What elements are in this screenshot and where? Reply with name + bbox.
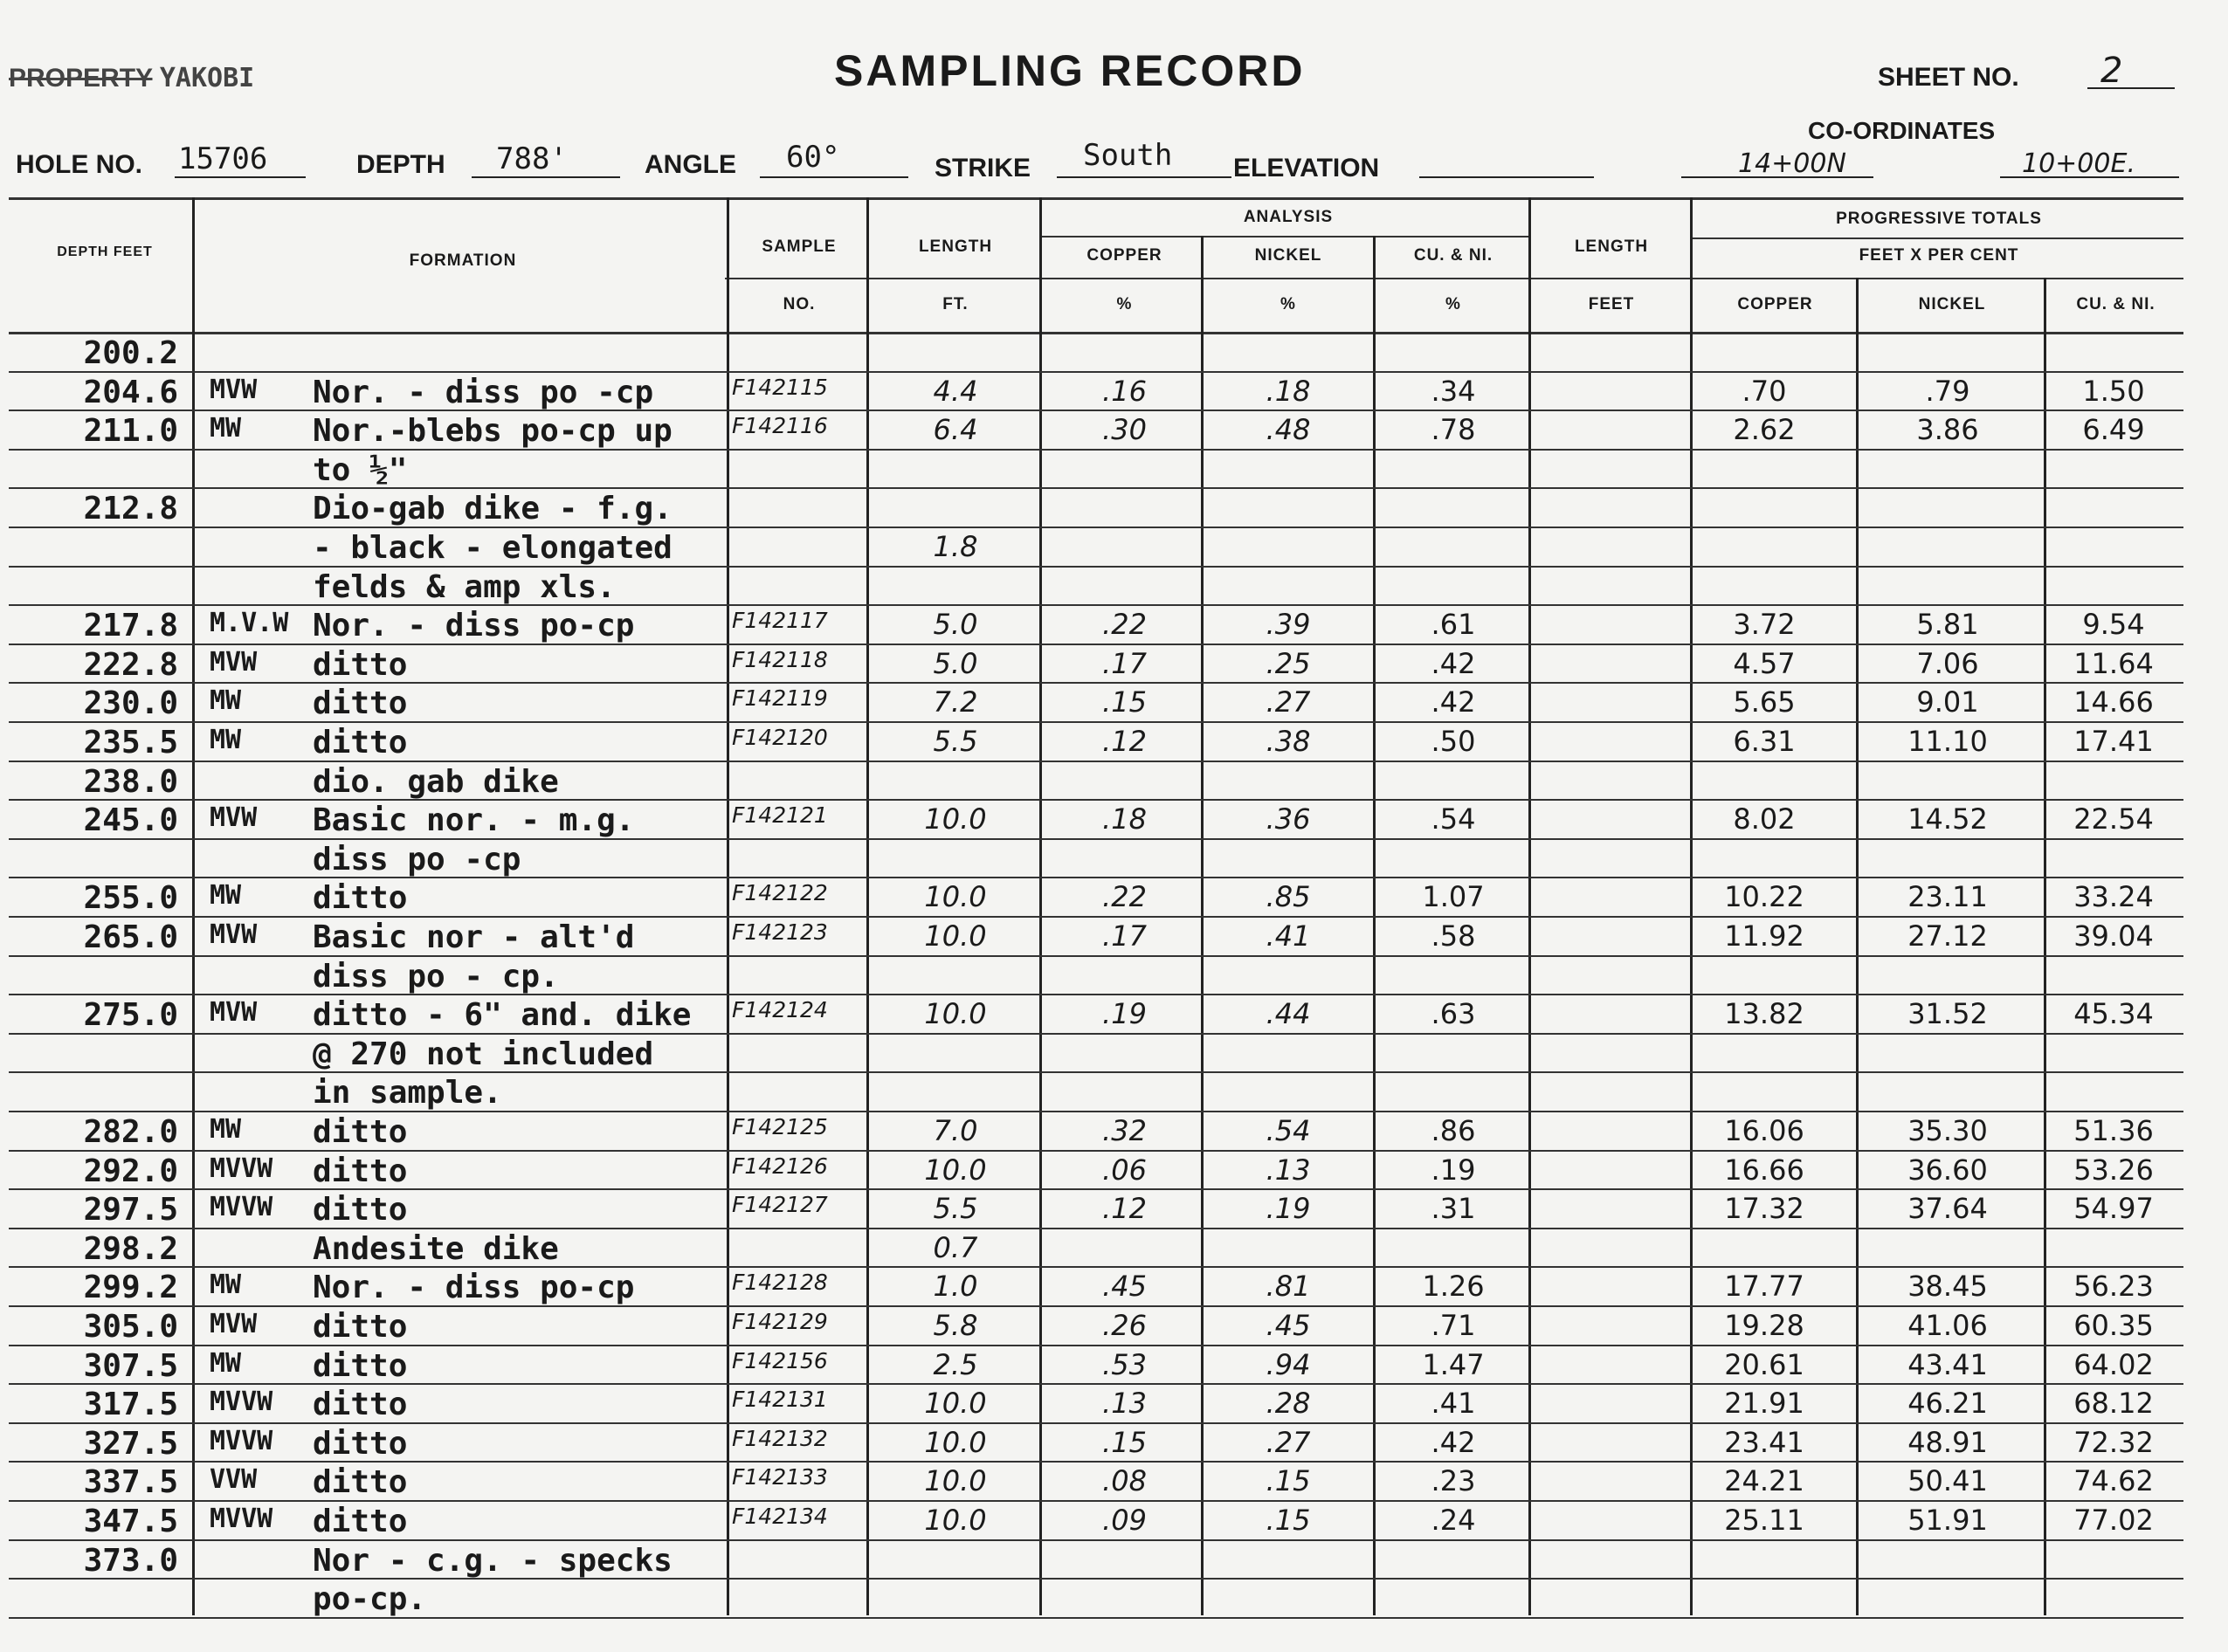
cell-length: 10.0 [924,880,987,914]
depth-label: DEPTH [356,150,445,179]
cell-pni: 46.21 [1907,1387,1988,1421]
cell-length: 4.4 [933,374,978,408]
cell-code: MVW [210,646,258,678]
cell-cu: .16 [1102,374,1147,408]
cell-pni: 38.45 [1907,1270,1988,1304]
cell-pcu: 21.91 [1724,1387,1804,1421]
cell-cuni: .63 [1431,997,1476,1031]
cell-formation: @ 270 not included [313,1036,654,1072]
cell-code: MW [210,1114,242,1145]
cell-sample: F142124 [732,997,828,1023]
cell-sample: F142134 [732,1504,828,1529]
cell-depth: 255.0 [83,880,178,917]
cell-pcuni: 39.04 [2073,919,2154,953]
cell-pcuni: 6.49 [2082,413,2145,447]
cell-code: MW [210,1347,242,1379]
cell-sample: F142156 [732,1347,828,1373]
cell-ni: .19 [1266,1192,1311,1226]
cell-cuni: .42 [1431,646,1476,680]
col-copper-pct: % [1116,295,1133,313]
cell-formation: ditto [313,880,408,917]
cell-ni: .27 [1266,1425,1311,1459]
cell-depth: 347.5 [83,1504,178,1539]
cell-sample: F142121 [732,802,828,829]
cell-formation: Nor. - diss po-cp [313,1270,635,1306]
cell-code: MVW [210,802,258,834]
cell-pcuni: 33.24 [2073,880,2154,914]
cell-ni: .13 [1266,1153,1311,1187]
cell-sample: F142132 [732,1425,828,1451]
cell-cuni: .78 [1431,413,1476,447]
cell-cu: .13 [1102,1387,1147,1421]
cell-sample: F142123 [732,919,828,945]
cell-cu: .30 [1102,413,1147,447]
cell-formation: diss po - cp. [313,958,559,995]
cell-pni: 5.81 [1916,608,1979,642]
cell-sample: F142120 [732,725,828,750]
cell-cu: .12 [1102,1192,1147,1226]
cell-cuni: .42 [1431,685,1476,719]
cell-code: MW [210,880,242,912]
cell-sample: F142128 [732,1270,828,1296]
col-p-cuni-header: CU. & NI. [2076,295,2156,313]
cell-code: MVVW [210,1153,273,1184]
cell-cu: .12 [1102,725,1147,758]
col-cuni-pct: % [1445,295,1461,313]
cell-ni: .54 [1266,1114,1311,1147]
col-copper-header: COPPER [1086,246,1162,265]
cell-cu: .17 [1102,646,1147,680]
cell-pcuni: 53.26 [2073,1153,2154,1187]
cell-code: MVVW [210,1425,273,1456]
cell-pcu: 16.66 [1724,1153,1804,1187]
hole-number: 15706 [178,141,268,176]
cell-formation: Andesite dike [313,1230,559,1267]
cell-code: MW [210,685,242,717]
cell-depth: 337.5 [83,1464,178,1501]
cell-sample: F142116 [732,413,828,439]
cell-formation: Nor - c.g. - specks [313,1542,673,1579]
cell-code: MW [210,413,242,444]
cell-pcu: 25.11 [1724,1504,1804,1537]
cell-pcu: 11.92 [1724,919,1804,953]
cell-depth: 200.2 [83,335,178,371]
cell-code: MVW [210,919,258,950]
cell-sample: F142117 [732,608,828,634]
cell-pcuni: 56.23 [2073,1270,2154,1304]
angle-label: ANGLE [645,150,736,179]
cell-cuni: .19 [1431,1153,1476,1187]
cell-length: 5.0 [933,646,978,680]
col-length2-header: LENGTH [1574,237,1649,256]
cell-pcuni: 14.66 [2073,685,2154,719]
cell-formation: po-cp. [313,1581,427,1618]
cell-sample: F142127 [732,1192,828,1218]
cell-code: M.V.W [210,608,289,639]
cell-pcu: 2.62 [1733,413,1796,447]
cell-pni: 31.52 [1907,997,1988,1031]
cell-pcuni: 68.12 [2073,1387,2154,1421]
cell-depth: 275.0 [83,997,178,1034]
cell-pni: 23.11 [1907,880,1988,914]
cell-pni: 50.41 [1907,1464,1988,1498]
col-nickel-header: NICKEL [1254,246,1322,265]
cell-ni: .85 [1266,880,1311,914]
cell-ni: .15 [1266,1464,1311,1498]
cell-pcuni: 64.02 [2073,1347,2154,1381]
col-analysis-header: ANALYSIS [1243,208,1334,226]
cell-pni: 9.01 [1916,685,1979,719]
cell-length: 10.0 [924,1425,987,1459]
col-length-ft-header: FT. [942,295,969,313]
cell-length: 10.0 [924,919,987,953]
cell-cuni: .50 [1431,725,1476,758]
strike-value: South [1083,138,1173,173]
cell-pcu: 6.31 [1733,725,1796,758]
cell-ni: .28 [1266,1387,1311,1421]
cell-length: 1.8 [933,530,978,563]
cell-pcuni: 54.97 [2073,1192,2154,1226]
col-sample-no-header: NO. [783,295,816,313]
cell-pcu: 17.32 [1724,1192,1804,1226]
depth-value: 788' [496,141,568,176]
row-rule [9,371,2183,373]
cell-length: 5.8 [933,1309,978,1342]
cell-ni: .41 [1266,919,1311,953]
cell-formation: ditto - 6" and. dike [313,997,692,1034]
cell-cu: .45 [1102,1270,1147,1304]
cell-cu: .22 [1102,608,1147,642]
cell-pni: 35.30 [1907,1114,1988,1147]
cell-formation: to ½" [313,451,408,488]
cell-code: MW [210,1270,242,1301]
col-p-nickel-header: NICKEL [1918,295,1986,313]
cell-cuni: 1.07 [1422,880,1485,914]
cell-sample: F142118 [732,646,828,672]
cell-cu: .22 [1102,880,1147,914]
cell-pni: 51.91 [1907,1504,1988,1537]
sheet-label: SHEET NO. [1878,63,2019,92]
cell-sample: F142126 [732,1153,828,1179]
cell-ni: .18 [1266,374,1311,408]
strike-label: STRIKE [935,154,1031,182]
cell-depth: 307.5 [83,1347,178,1384]
cell-sample: F142125 [732,1114,828,1139]
cell-pcuni: 72.32 [2073,1425,2154,1459]
cell-cuni: .23 [1431,1464,1476,1498]
cell-length: 10.0 [924,1153,987,1187]
coordinate-east: 10+00E. [2022,148,2135,179]
cell-pni: 7.06 [1916,646,1979,680]
cell-code: MVW [210,1309,258,1339]
cell-cuni: .58 [1431,919,1476,953]
cell-pni: 48.91 [1907,1425,1988,1459]
cell-formation: ditto [313,1309,408,1345]
cell-depth: 238.0 [83,763,178,800]
cell-formation: diss po -cp [313,841,521,878]
cell-cu: .17 [1102,919,1147,953]
cell-formation: ditto [313,1464,408,1501]
cell-formation: ditto [313,646,408,683]
cell-length: 10.0 [924,802,987,836]
cell-cuni: 1.47 [1422,1347,1485,1381]
cell-pni: .79 [1925,374,1970,408]
cell-pcuni: 45.34 [2073,997,2154,1031]
cell-cu: .19 [1102,997,1147,1031]
cell-length: 6.4 [933,413,978,447]
cell-pni: 11.10 [1907,725,1988,758]
cell-formation: Nor. - diss po-cp [313,608,635,644]
cell-pcu: 17.77 [1724,1270,1804,1304]
cell-sample: F142129 [732,1309,828,1334]
cell-formation: ditto [313,1504,408,1539]
cell-pni: 37.64 [1907,1192,1988,1226]
cell-length: 5.0 [933,608,978,642]
cell-cuni: .54 [1431,802,1476,836]
cell-depth: 327.5 [83,1425,178,1462]
cell-cuni: .71 [1431,1309,1476,1342]
cell-code: VVW [210,1464,258,1496]
cell-formation: in sample. [313,1075,502,1112]
cell-pcu: 3.72 [1733,608,1796,642]
cell-depth: 235.5 [83,725,178,761]
cell-depth: 222.8 [83,646,178,683]
cell-pcu: 13.82 [1724,997,1804,1031]
col-p-copper-header: COPPER [1737,295,1813,313]
cell-depth: 298.2 [83,1230,178,1267]
col-formation-header: FORMATION [409,251,517,270]
cell-length: 0.7 [933,1230,978,1264]
cell-ni: .36 [1266,802,1311,836]
cell-pcu: 5.65 [1733,685,1796,719]
cell-pcu: .70 [1742,374,1787,408]
cell-pni: 14.52 [1907,802,1988,836]
cell-cu: .09 [1102,1504,1147,1537]
cell-pcuni: 9.54 [2082,608,2145,642]
cell-depth: 292.0 [83,1153,178,1189]
cell-formation: dio. gab dike [313,763,559,800]
cell-cu: .15 [1102,685,1147,719]
cell-ni: .48 [1266,413,1311,447]
cell-formation: - black - elongated [313,530,673,566]
cell-depth: 265.0 [83,919,178,955]
hole-label: HOLE NO. [16,150,143,179]
cell-depth: 297.5 [83,1192,178,1229]
cell-length: 10.0 [924,1387,987,1421]
cell-pni: 43.41 [1907,1347,1988,1381]
cell-pni: 36.60 [1907,1153,1988,1187]
cell-length: 7.2 [933,685,978,719]
cell-depth: 204.6 [83,374,178,410]
cell-cu: .18 [1102,802,1147,836]
cell-code: MW [210,725,242,755]
cell-length: 10.0 [924,1464,987,1498]
cell-formation: Dio-gab dike - f.g. [313,491,673,527]
cell-depth: 217.8 [83,608,178,644]
cell-formation: felds & amp xls. [313,568,616,605]
cell-pcu: 16.06 [1724,1114,1804,1147]
cell-pcu: 10.22 [1724,880,1804,914]
cell-pni: 41.06 [1907,1309,1988,1342]
cell-cu: .26 [1102,1309,1147,1342]
cell-pni: 3.86 [1916,413,1979,447]
col-depth-header: DEPTH FEET [57,244,153,259]
cell-pcu: 20.61 [1724,1347,1804,1381]
cell-depth: 305.0 [83,1309,178,1345]
cell-sample: F142133 [732,1464,828,1490]
cell-pcu: 23.41 [1724,1425,1804,1459]
cell-ni: .39 [1266,608,1311,642]
cell-cu: .08 [1102,1464,1147,1498]
cell-cu: .32 [1102,1114,1147,1147]
col-progressive-header: PROGRESSIVE TOTALS [1836,210,2042,228]
cell-formation: ditto [313,1387,408,1423]
cell-sample: F142122 [732,880,828,906]
cell-ni: .25 [1266,646,1311,680]
cell-formation: Basic nor. - m.g. [313,802,635,839]
cell-pcu: 24.21 [1724,1464,1804,1498]
cell-cu: .53 [1102,1347,1147,1381]
cell-formation: ditto [313,1347,408,1384]
cell-pcuni: 51.36 [2073,1114,2154,1147]
cell-length: 7.0 [933,1114,978,1147]
cell-cuni: .31 [1431,1192,1476,1226]
col-cuni-header: CU. & NI. [1413,246,1493,265]
cell-pcuni: 11.64 [2073,646,2154,680]
cell-depth: 373.0 [83,1542,178,1579]
cell-pcu: 4.57 [1733,646,1796,680]
cell-cuni: .86 [1431,1114,1476,1147]
cell-sample: F142131 [732,1387,828,1413]
elevation-label: ELEVATION [1233,154,1380,182]
cell-formation: ditto [313,1153,408,1189]
cell-cuni: .24 [1431,1504,1476,1537]
cell-length: 2.5 [933,1347,978,1381]
cell-ni: .38 [1266,725,1311,758]
cell-length: 10.0 [924,1504,987,1537]
cell-ni: .15 [1266,1504,1311,1537]
cell-cuni: .41 [1431,1387,1476,1421]
page-title: SAMPLING RECORD [834,46,1306,95]
sheet-number: 2 [2100,51,2123,91]
cell-code: MVW [210,374,258,405]
cell-ni: .94 [1266,1347,1311,1381]
property-label: PROPERTY YAKOBI [9,63,255,93]
cell-pcuni: 74.62 [2073,1464,2154,1498]
cell-cuni: .61 [1431,608,1476,642]
cell-depth: 282.0 [83,1114,178,1150]
cell-pcuni: 17.41 [2073,725,2154,758]
cell-formation: ditto [313,725,408,761]
cell-pcu: 8.02 [1733,802,1796,836]
property-value: YAKOBI [159,63,255,93]
col-nickel-pct: % [1280,295,1296,313]
cell-length: 10.0 [924,997,987,1031]
cell-length: 5.5 [933,1192,978,1226]
cell-formation: Nor.-blebs po-cp up [313,413,673,450]
cell-depth: 230.0 [83,685,178,722]
cell-formation: ditto [313,1192,408,1229]
col-sample-header: SAMPLE [762,237,837,256]
cell-formation: ditto [313,1425,408,1462]
cell-depth: 317.5 [83,1387,178,1423]
coordinates-label: CO-ORDINATES [1808,117,1996,144]
cell-sample: F142115 [732,374,828,400]
cell-depth: 212.8 [83,491,178,527]
cell-pcuni: 22.54 [2073,802,2154,836]
cell-cuni: 1.26 [1422,1270,1485,1304]
cell-ni: .27 [1266,685,1311,719]
cell-ni: .81 [1266,1270,1311,1304]
cell-code: MVW [210,997,258,1029]
coordinate-north: 14+00N [1738,148,1846,179]
cell-depth: 299.2 [83,1270,178,1306]
cell-ni: .44 [1266,997,1311,1031]
angle-value: 60° [786,140,840,175]
cell-pcuni: 60.35 [2073,1309,2154,1342]
cell-cuni: .42 [1431,1425,1476,1459]
cell-pcu: 19.28 [1724,1309,1804,1342]
col-length-header: LENGTH [918,237,993,256]
col-feet-x-pct-header: FEET X PER CENT [1859,246,2019,265]
cell-cu: .06 [1102,1153,1147,1187]
cell-code: MVVW [210,1504,273,1534]
cell-ni: .45 [1266,1309,1311,1342]
cell-length: 1.0 [933,1270,978,1304]
cell-depth: 211.0 [83,413,178,450]
cell-formation: Basic nor - alt'd [313,919,635,955]
cell-cuni: .34 [1431,374,1476,408]
cell-pni: 27.12 [1907,919,1988,953]
cell-formation: ditto [313,685,408,722]
cell-cu: .15 [1102,1425,1147,1459]
cell-pcuni: 77.02 [2073,1504,2154,1537]
cell-depth: 245.0 [83,802,178,839]
cell-formation: Nor. - diss po -cp [313,374,654,410]
col-feet-header: FEET [1588,295,1635,313]
cell-code: MVVW [210,1387,273,1418]
cell-length: 5.5 [933,725,978,758]
cell-code: MVVW [210,1192,273,1223]
cell-pcuni: 1.50 [2082,374,2145,408]
cell-formation: ditto [313,1114,408,1150]
cell-sample: F142119 [732,685,828,712]
